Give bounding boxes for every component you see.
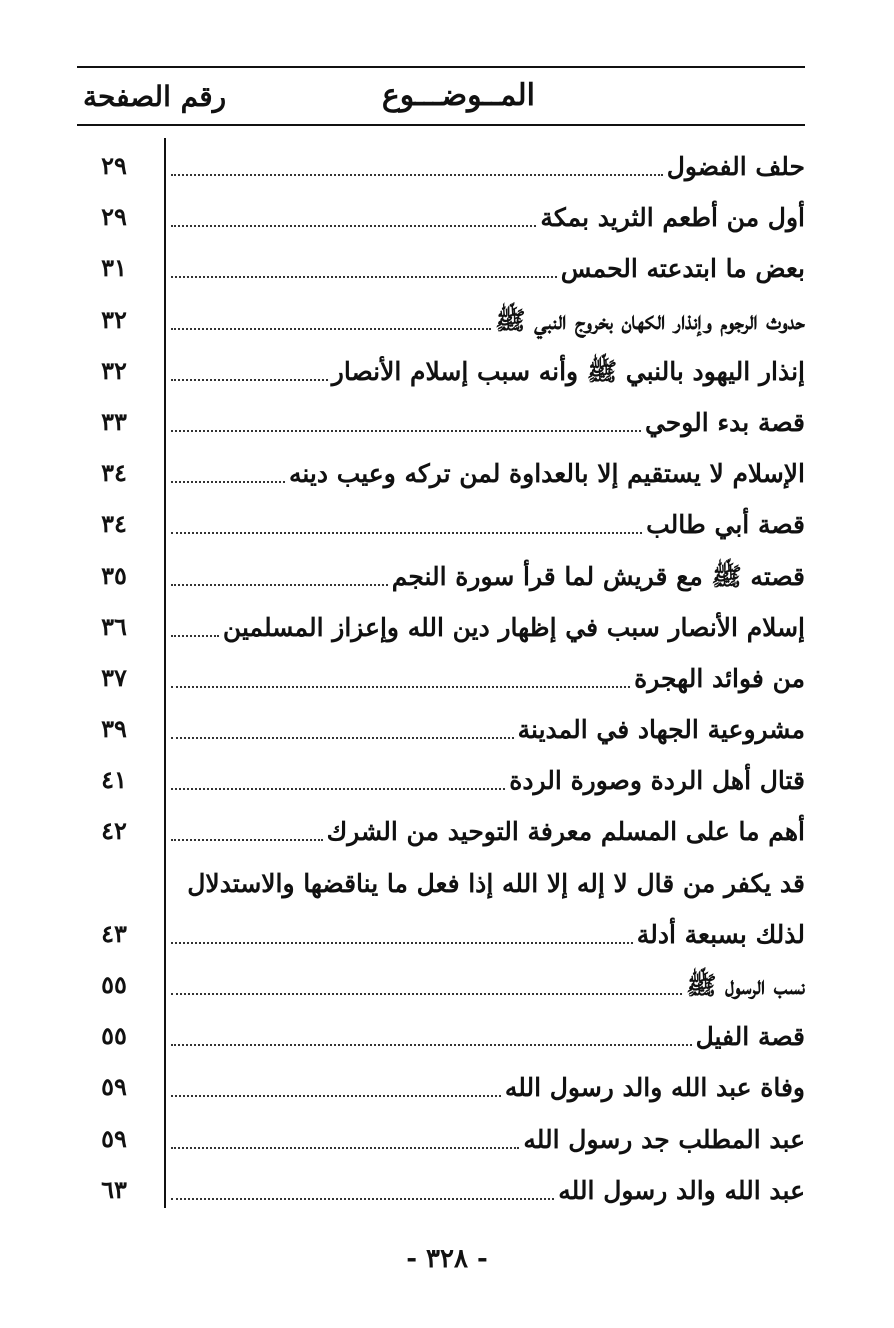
toc-entry-title: عبد الله والد رسول الله <box>558 1175 805 1205</box>
toc-entry-line <box>169 503 805 543</box>
toc-entry-title: عبد المطلب جد رسول الله <box>523 1124 805 1154</box>
toc-entry-title: قصة أبي طالب <box>646 510 805 540</box>
toc-entry <box>77 190 805 241</box>
toc-entry <box>77 702 805 753</box>
toc-entry-page: ٣٦ <box>101 611 127 641</box>
toc-entry-title: نسب الرسول ﷺ <box>686 971 805 1000</box>
dot-leader <box>171 737 514 739</box>
dot-leader <box>171 584 388 586</box>
toc-entry-line <box>169 1118 805 1158</box>
toc-entry <box>77 1112 805 1163</box>
toc-entry <box>77 497 805 548</box>
toc-entry-title: أول من أطعم الثريد بمكة <box>540 203 805 233</box>
toc-entry-line <box>169 606 805 646</box>
dot-leader <box>171 276 557 278</box>
dot-leader <box>171 1147 519 1149</box>
dot-leader <box>171 174 663 176</box>
toc-list <box>77 139 805 1214</box>
toc-entry-title: إنذار اليهود بالنبي ﷺ وأنه سبب إسلام الأنصار <box>331 356 805 386</box>
toc-entry <box>77 856 805 907</box>
dot-leader <box>171 993 682 995</box>
toc-entry <box>77 344 805 395</box>
page-column-heading: رقم الصفحة <box>83 80 227 113</box>
toc-entry <box>77 446 805 497</box>
toc-entry-line <box>169 1066 805 1106</box>
toc-entry <box>77 600 805 651</box>
toc-header <box>77 70 805 122</box>
dot-leader <box>171 1095 501 1097</box>
toc-entry-line <box>169 1169 805 1209</box>
toc-entry-line <box>169 452 805 492</box>
dot-leader <box>171 481 285 483</box>
toc-entry <box>77 395 805 446</box>
dot-leader <box>171 839 323 841</box>
toc-entry-page: ٤٣ <box>101 918 127 948</box>
toc-entry-page: ٢٩ <box>101 202 127 232</box>
toc-entry-title: إسلام الأنصار سبب في إظهار دين الله وإعزاز المسلمين <box>222 612 805 642</box>
toc-entry-title: بعض ما ابتدعته الحمس <box>560 254 805 284</box>
toc-entry-line <box>169 401 805 441</box>
toc-entry-page: ٣٧ <box>101 662 127 692</box>
toc-entry-page: ٣٢ <box>101 304 127 334</box>
toc-entry-page: ٣٣ <box>101 406 127 436</box>
dot-leader <box>171 942 633 944</box>
toc-entry <box>77 1163 805 1214</box>
toc-entry <box>77 293 805 344</box>
toc-entry-page: ٥٩ <box>101 1123 127 1153</box>
toc-entry-line <box>169 145 805 185</box>
header-top-rule <box>77 66 805 68</box>
toc-entry-page: ٢٩ <box>101 151 127 180</box>
toc-entry-line <box>169 555 805 595</box>
topic-column-heading: المــوضـــوع <box>381 78 535 113</box>
toc-entry-title: أهم ما على المسلم معرفة التوحيد من الشرك <box>326 817 805 847</box>
toc-entry-title: مشروعية الجهاد في المدينة <box>517 715 805 745</box>
page-number: - ٣٢٨ - <box>406 1244 488 1274</box>
dot-leader <box>171 686 630 688</box>
toc-entry-page: ٣٤ <box>101 509 127 539</box>
toc-entry-page: ٣٥ <box>101 560 127 590</box>
toc-entry-title: من فوائد الهجرة <box>634 663 805 693</box>
toc-entry-line <box>169 1015 805 1055</box>
dot-leader <box>171 328 491 330</box>
toc-entry-title: قد يكفر من قال لا إله إلا الله إذا فعل ما يناقضها والاستدلال <box>187 868 805 898</box>
toc-entry-page: ٥٩ <box>101 1072 127 1102</box>
toc-entry-line <box>169 196 805 236</box>
dot-leader <box>171 379 328 381</box>
toc-entry-page: ٣٤ <box>101 458 127 488</box>
toc-entry <box>77 753 805 804</box>
toc-entry-line <box>169 708 805 748</box>
toc-entry-line <box>169 964 805 1004</box>
toc-entry-page: ٤٢ <box>101 816 127 846</box>
toc-entry-title: وفاة عبد الله والد رسول الله <box>504 1073 805 1103</box>
toc-entry-line <box>169 657 805 697</box>
toc-entry-title: قصة الفيل <box>695 1022 805 1052</box>
dot-leader <box>171 1198 554 1200</box>
toc-entry-line <box>169 913 805 953</box>
dot-leader <box>171 225 536 227</box>
toc-entry-line <box>169 299 805 339</box>
toc-entry-page: ٣٢ <box>101 355 127 385</box>
toc-entry <box>77 1060 805 1111</box>
toc-entry-title: قصته ﷺ مع قريش لما قرأ سورة النجم <box>391 561 805 591</box>
dot-leader <box>171 788 505 790</box>
toc-entry <box>77 958 805 1009</box>
dot-leader <box>171 1044 692 1046</box>
toc-entry-title: حلف الفضول <box>666 152 805 181</box>
toc-entry <box>77 907 805 958</box>
toc-entry-title: لذلك بسبعة أدلة <box>636 919 805 949</box>
toc-entry-page: ٣٩ <box>101 714 127 744</box>
toc-entry <box>77 804 805 855</box>
toc-entry-line <box>169 350 805 390</box>
toc-entry-title: حدوث الرجوم وإنذار الكهان بخروج النبي ﷺ <box>495 305 805 335</box>
toc-entry <box>77 241 805 292</box>
dot-leader <box>171 430 641 432</box>
dot-leader <box>171 635 219 637</box>
toc-entry-page: ٤١ <box>101 765 127 795</box>
toc-entry <box>77 651 805 702</box>
toc-entry-line <box>169 247 805 287</box>
toc-entry-page: ٥٥ <box>101 1021 127 1051</box>
toc-entry-page: ٥٥ <box>101 970 127 999</box>
toc-entry-title: قتال أهل الردة وصورة الردة <box>509 766 805 796</box>
toc-entry-line <box>169 759 805 799</box>
toc-entry <box>77 1009 805 1060</box>
toc-entry-page: ٦٣ <box>101 1174 127 1204</box>
toc-entry <box>77 549 805 600</box>
toc-entry-page: ٣١ <box>101 253 127 283</box>
dot-leader <box>171 532 642 534</box>
toc-entry-title: الإسلام لا يستقيم إلا بالعداوة لمن تركه وعيب دينه <box>288 459 805 489</box>
toc-entry-line <box>169 862 805 902</box>
toc-entry-title: قصة بدء الوحي <box>644 407 805 437</box>
header-bottom-rule <box>77 124 805 126</box>
toc-entry-line <box>169 810 805 850</box>
toc-entry <box>77 139 805 190</box>
